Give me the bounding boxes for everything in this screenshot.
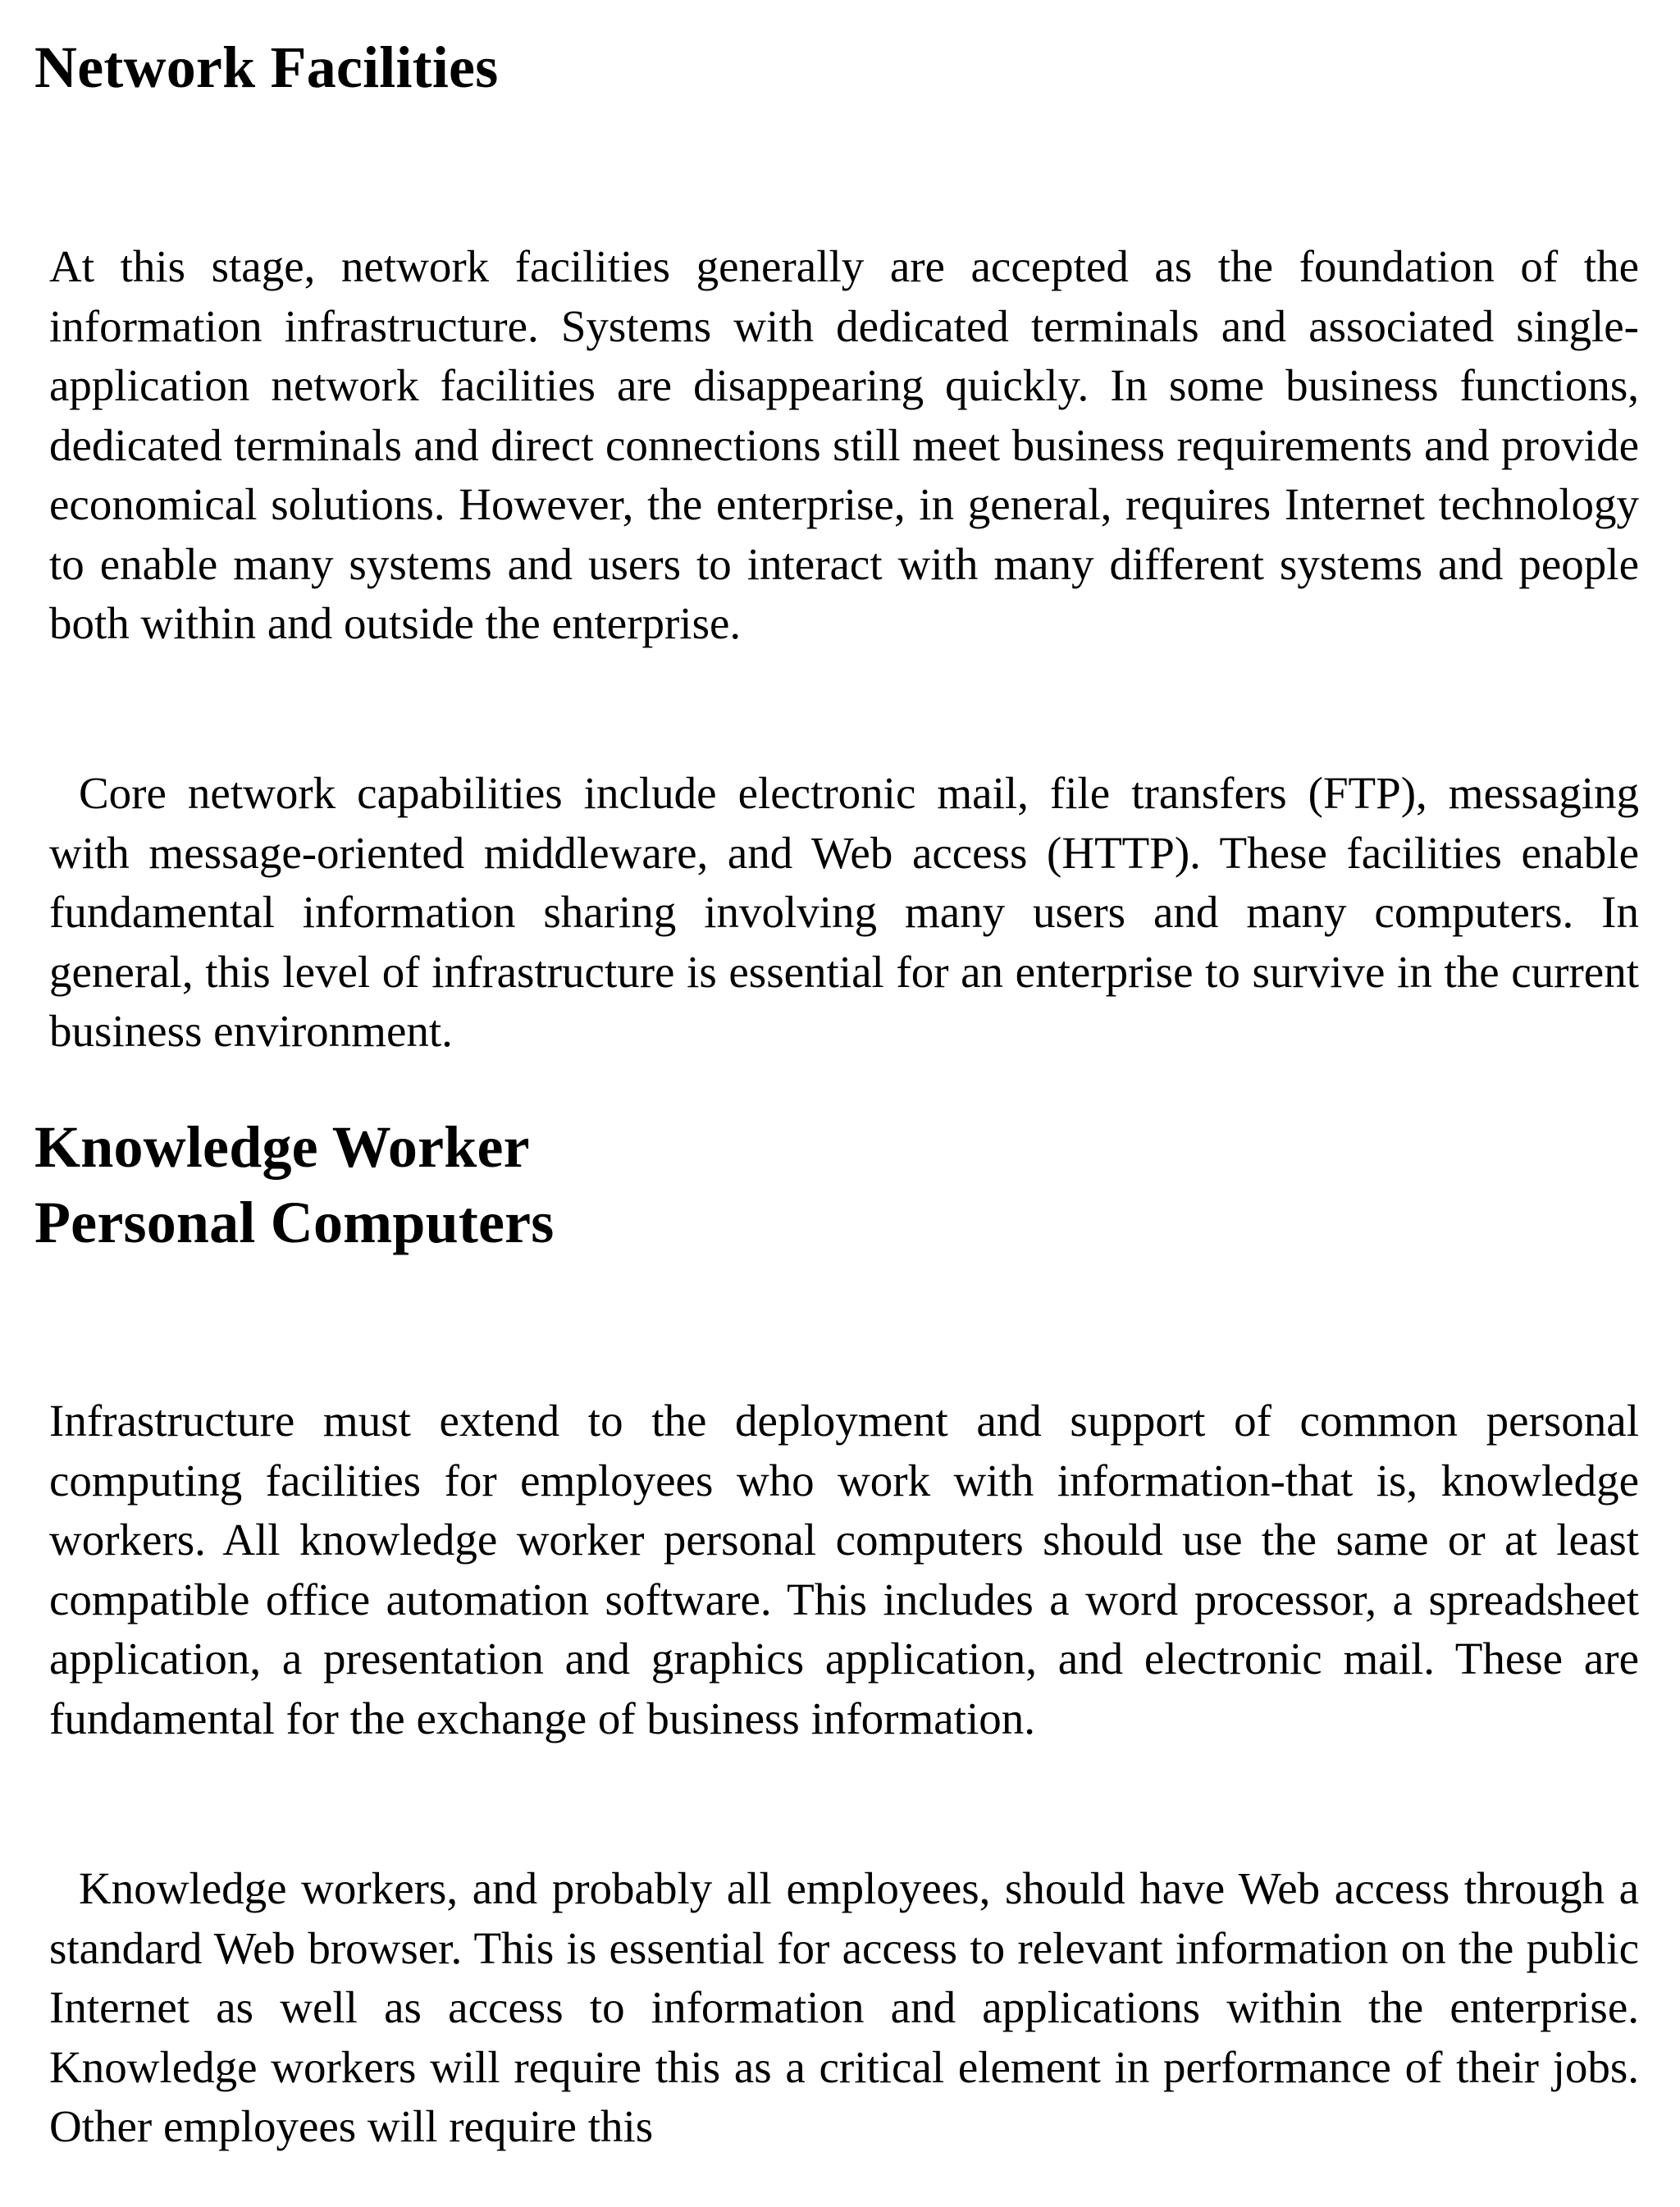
paragraph-knowledge-worker-2: Knowledge workers, and probably all employees, should have Web access through a standard Web browser. This is essential for access to relevant information on the public Internet as well as access to information and applications within the enterprise. Knowledge workers will require this as a critical element in performance of their jobs. Other employees will require this [49, 1863, 1639, 2151]
section-heading-knowledge-worker [34, 1109, 555, 1260]
paragraph-knowledge-worker-1: Infrastructure must extend to the deployment and support of common personal computing facilities for employees who work with information-that is, knowledge workers. All knowledge worker personal computers should use the same or at least compatible office automation software. This includes a word processor, a spreadsheet application, a presentation and graphics application, and electronic mail. These are fundamental for the exchange of business information. [49, 1396, 1639, 1743]
heading-line-1: Knowledge Worker [34, 1114, 530, 1180]
section-heading-network-facilities: Network Facilities [34, 34, 499, 100]
paragraph-network-facilities-1: At this stage, network facilities generally are accepted as the foundation of the information infrastructure. Systems with dedicated terminals and associated single-application network facilities are disappearing quickly. In some business functions, dedicated terminals and direct connections still meet business requirements and provide economical solutions. However, the enterprise, in general, requires Internet technology to enable many systems and users to interact with many different systems and people both within and outside the enterprise. [49, 241, 1639, 648]
heading-line-2: Personal Computers [34, 1190, 555, 1255]
paragraph-network-facilities-2: Core network capabilities include electronic mail, file transfers (FTP), messaging with message-oriented middleware, and Web access (HTTP). These facilities enable fundamental information sharing involving many users and many computers. In general, this level of infrastructure is essential for an enterprise to survive in the current business environment. [49, 768, 1639, 1056]
